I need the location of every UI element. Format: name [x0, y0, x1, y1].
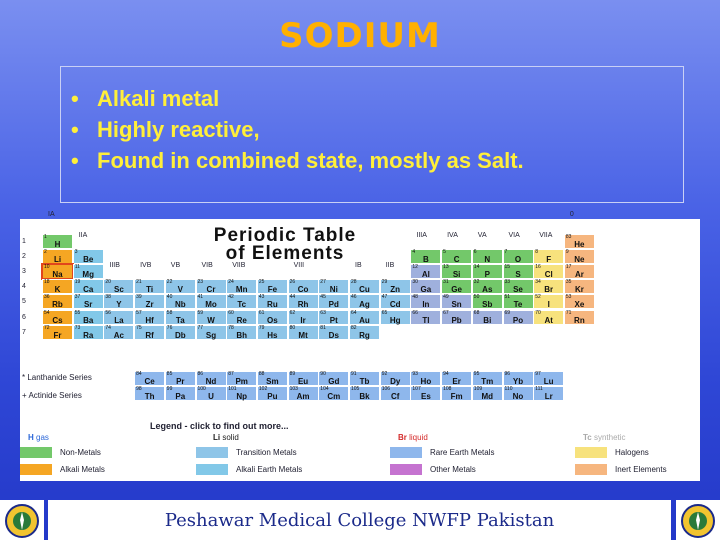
group-label: IVA — [447, 232, 458, 240]
legend-label[interactable]: Halogens — [615, 448, 649, 457]
element-cell[interactable]: 87 Pm — [226, 371, 257, 386]
element-cell[interactable]: 35 Kr — [564, 279, 595, 294]
element-cell[interactable]: 103 Am — [288, 386, 319, 401]
group-label: VIA — [508, 232, 520, 240]
element-cell[interactable]: 27 Ni — [318, 279, 349, 294]
element-cell[interactable]: 86 Nd — [196, 371, 227, 386]
element-cell[interactable]: 108 Fm — [441, 386, 472, 401]
legend-swatch — [196, 447, 228, 458]
bullet-item: • Highly reactive, — [71, 117, 260, 142]
element-cell[interactable]: 63 Pt — [318, 310, 349, 325]
element-cell[interactable]: 75 Rf — [134, 325, 165, 340]
element-cell[interactable]: 78 Bh — [226, 325, 257, 340]
element-cell[interactable]: 56 La — [103, 310, 134, 325]
element-cell[interactable]: 8 F — [533, 249, 564, 264]
period-label: 5 — [22, 298, 26, 306]
element-cell[interactable]: 92 Dy — [380, 371, 411, 386]
element-cell[interactable]: 38 Y — [103, 294, 134, 309]
element-cell[interactable]: 76 Db — [165, 325, 196, 340]
element-cell[interactable]: 102 Pu — [257, 386, 288, 401]
element-cell[interactable]: 66 Tl — [410, 310, 441, 325]
periodic-table-title: Periodic Table of Elements — [213, 225, 357, 264]
element-cell[interactable]: 37 Sr — [73, 294, 104, 309]
state-legend-item: H gas — [28, 433, 49, 442]
element-cell[interactable]: 58 Ta — [165, 310, 196, 325]
element-cell[interactable]: 1 H — [42, 234, 73, 249]
group-label: VIIB — [232, 262, 246, 270]
element-cell[interactable]: 60 Re — [226, 310, 257, 325]
element-cell[interactable]: 110 No — [503, 386, 534, 401]
group-label: 0 — [569, 210, 574, 218]
element-cell[interactable]: 20 Sc — [103, 279, 134, 294]
group-label: IA — [48, 210, 55, 218]
element-cell[interactable]: 65 Hg — [380, 310, 411, 325]
element-cell[interactable]: 16 Cl — [533, 264, 564, 279]
element-cell[interactable]: 13 Si — [441, 264, 472, 279]
element-cell[interactable]: 94 Er — [441, 371, 472, 386]
element-cell[interactable]: 68 Bi — [472, 310, 503, 325]
element-cell[interactable]: 93 Ho — [410, 371, 441, 386]
state-legend-item: Li solid — [213, 433, 239, 442]
group-label: IVB — [140, 262, 152, 270]
element-cell[interactable]: 44 Rh — [288, 294, 319, 309]
element-cell[interactable]: 23 Cr — [196, 279, 227, 294]
element-cell[interactable]: 72 Fr — [42, 325, 73, 340]
element-cell[interactable]: 55 Ba — [73, 310, 104, 325]
element-cell[interactable]: 43 Ru — [257, 294, 288, 309]
element-cell[interactable]: 25 Fe — [257, 279, 288, 294]
group-label: IIA — [78, 232, 88, 240]
slide-title: SODIUM — [279, 16, 441, 56]
group-label: IB — [355, 262, 362, 270]
actinide-label: + Actinide Series — [22, 391, 82, 400]
state-legend-item: Tc synthetic — [583, 433, 626, 442]
element-cell[interactable]: 52 I — [533, 294, 564, 309]
period-label: 1 — [22, 238, 26, 245]
element-cell[interactable]: 106 Cf — [380, 386, 411, 401]
element-cell[interactable]: 46 Ag — [349, 294, 380, 309]
element-cell[interactable]: 105 Bk — [349, 386, 380, 401]
period-label: 4 — [22, 283, 26, 291]
group-label: VA — [477, 232, 487, 240]
element-cell[interactable]: 4 B — [410, 249, 441, 264]
element-cell[interactable]: 14 P — [472, 264, 503, 279]
element-cell[interactable]: 57 Hf — [134, 310, 165, 325]
element-cell[interactable]: 17 Ar — [564, 264, 595, 279]
element-cell[interactable]: 89 Eu — [288, 371, 319, 386]
legend-label[interactable]: Other Metals — [430, 465, 476, 474]
period-label: 3 — [22, 268, 26, 276]
element-cell[interactable]: 100 U — [196, 386, 227, 401]
period-label: 2 — [22, 253, 26, 261]
element-cell[interactable]: 48 In — [410, 294, 441, 309]
legend-swatch — [575, 464, 607, 475]
bullet-item: • Found in combined state, mostly as Salt. — [71, 148, 524, 173]
legend-label[interactable]: Transition Metals — [236, 448, 297, 457]
element-cell[interactable]: 22 V — [165, 279, 196, 294]
element-cell[interactable]: 98 Th — [134, 386, 165, 401]
element-cell[interactable]: 29 Zn — [380, 279, 411, 294]
footer-text: Peshawar Medical College NWFP Pakistan — [164, 510, 555, 531]
group-label: VIIA — [539, 232, 553, 240]
element-cell[interactable]: 74 Ac — [103, 325, 134, 340]
element-cell[interactable]: 19 Ca — [73, 279, 104, 294]
element-cell[interactable]: 111 Lr — [533, 386, 564, 401]
element-cell[interactable]: 26 Co — [288, 279, 319, 294]
element-cell[interactable]: 95 Tm — [472, 371, 503, 386]
element-cell[interactable]: 101 Np — [226, 386, 257, 401]
element-cell[interactable]: 28 Cu — [349, 279, 380, 294]
element-cell[interactable]: 91 Tb — [349, 371, 380, 386]
element-cell[interactable]: 70 At — [533, 310, 564, 325]
group-label: IIB — [385, 262, 395, 270]
element-cell[interactable]: 50 Sb — [472, 294, 503, 309]
element-cell[interactable]: 39 Zr — [134, 294, 165, 309]
element-cell[interactable]: 109 Md — [472, 386, 503, 401]
element-cell[interactable]: 9 Ne — [564, 249, 595, 264]
element-cell[interactable]: 96 Yb — [503, 371, 534, 386]
state-legend-item: Br liquid — [398, 433, 428, 442]
element-cell[interactable]: 12 Al — [410, 264, 441, 279]
element-cell[interactable]: 107 Es — [410, 386, 441, 401]
element-cell[interactable]: 41 Mo — [196, 294, 227, 309]
element-cell[interactable]: 47 Cd — [380, 294, 411, 309]
legend-label[interactable]: Rare Earth Metals — [430, 448, 495, 457]
element-cell[interactable]: 99 Pa — [165, 386, 196, 401]
legend-swatch — [575, 447, 607, 458]
element-cell[interactable]: 88 Sm — [257, 371, 288, 386]
legend-label[interactable]: Alkali Earth Metals — [236, 465, 303, 474]
legend-label[interactable]: Inert Elements — [615, 465, 667, 474]
legend-swatch — [390, 464, 422, 475]
group-label: IIIB — [109, 262, 120, 270]
legend-label[interactable]: Non-Metals — [60, 448, 101, 457]
element-cell[interactable]: 30 Ga — [410, 279, 441, 294]
element-cell[interactable]: 84 Ce — [134, 371, 165, 386]
group-label: IIIA — [416, 232, 427, 240]
group-label: VB — [170, 262, 181, 270]
element-cell[interactable]: 59 W — [196, 310, 227, 325]
element-cell[interactable]: 49 Sn — [441, 294, 472, 309]
element-cell[interactable]: 51 Te — [503, 294, 534, 309]
period-label: 6 — [22, 313, 26, 321]
element-cell[interactable]: 42 Tc — [226, 294, 257, 309]
element-cell[interactable]: 79 Hs — [257, 325, 288, 340]
legend-title[interactable]: Legend - click to find out more... — [150, 421, 289, 431]
legend-swatch — [20, 464, 52, 475]
legend-swatch — [390, 447, 422, 458]
group-label: VIB — [201, 262, 213, 270]
element-cell[interactable]: 32 As — [472, 279, 503, 294]
periodic-table-image[interactable] — [20, 210, 700, 481]
element-cell[interactable]: 73 Ra — [73, 325, 104, 340]
bullet-item: • Alkali metal — [71, 86, 220, 111]
element-cell[interactable]: 53 Xe — [564, 294, 595, 309]
element-cell[interactable]: 33 Se — [503, 279, 534, 294]
element-cell[interactable]: 36 Rb — [42, 294, 73, 309]
element-cell[interactable]: 18 K — [42, 279, 73, 294]
element-cell[interactable]: 2 Li — [42, 249, 73, 264]
element-cell[interactable]: 104 Cm — [318, 386, 349, 401]
element-cell[interactable]: 82 Rg — [349, 325, 380, 340]
element-cell[interactable]: 10 Na — [42, 264, 73, 279]
legend-label[interactable]: Alkali Metals — [60, 465, 105, 474]
element-cell[interactable]: 5 C — [441, 249, 472, 264]
element-cell[interactable]: 81 Ds — [318, 325, 349, 340]
element-cell[interactable]: 64 Au — [349, 310, 380, 325]
element-cell[interactable]: 24 Mn — [226, 279, 257, 294]
element-cell[interactable]: 71 Rn — [564, 310, 595, 325]
college-logo-right — [676, 500, 720, 540]
element-cell[interactable]: 45 Pd — [318, 294, 349, 309]
element-cell[interactable]: 69 Po — [503, 310, 534, 325]
element-cell[interactable]: 90 Gd — [318, 371, 349, 386]
element-cell[interactable]: 3 Be — [73, 249, 104, 264]
legend-swatch — [196, 464, 228, 475]
element-cell[interactable]: 6 N — [472, 249, 503, 264]
lanthanide-label: * Lanthanide Series — [22, 373, 92, 382]
element-cell[interactable]: 54 Cs — [42, 310, 73, 325]
element-cell[interactable]: 21 Ti — [134, 279, 165, 294]
element-cell[interactable]: 15 S — [503, 264, 534, 279]
footer-bar — [48, 500, 671, 540]
element-cell[interactable]: 83 He — [564, 234, 595, 249]
element-cell[interactable]: 80 Mt — [288, 325, 319, 340]
element-cell[interactable]: 61 Os — [257, 310, 288, 325]
element-cell[interactable]: 31 Ge — [441, 279, 472, 294]
element-cell[interactable]: 67 Pb — [441, 310, 472, 325]
element-cell[interactable]: 77 Sg — [196, 325, 227, 340]
college-logo-left — [0, 500, 44, 540]
legend-swatch — [20, 447, 52, 458]
element-cell[interactable]: 97 Lu — [533, 371, 564, 386]
element-cell[interactable]: 62 Ir — [288, 310, 319, 325]
element-cell[interactable]: 11 Mg — [73, 264, 104, 279]
bullet-box — [60, 66, 684, 203]
element-cell[interactable]: 40 Nb — [165, 294, 196, 309]
period-label: 7 — [22, 328, 26, 336]
element-cell[interactable]: 34 Br — [533, 279, 564, 294]
element-cell[interactable]: 7 O — [503, 249, 534, 264]
element-cell[interactable]: 85 Pr — [165, 371, 196, 386]
group-label: VIII — [293, 262, 305, 270]
